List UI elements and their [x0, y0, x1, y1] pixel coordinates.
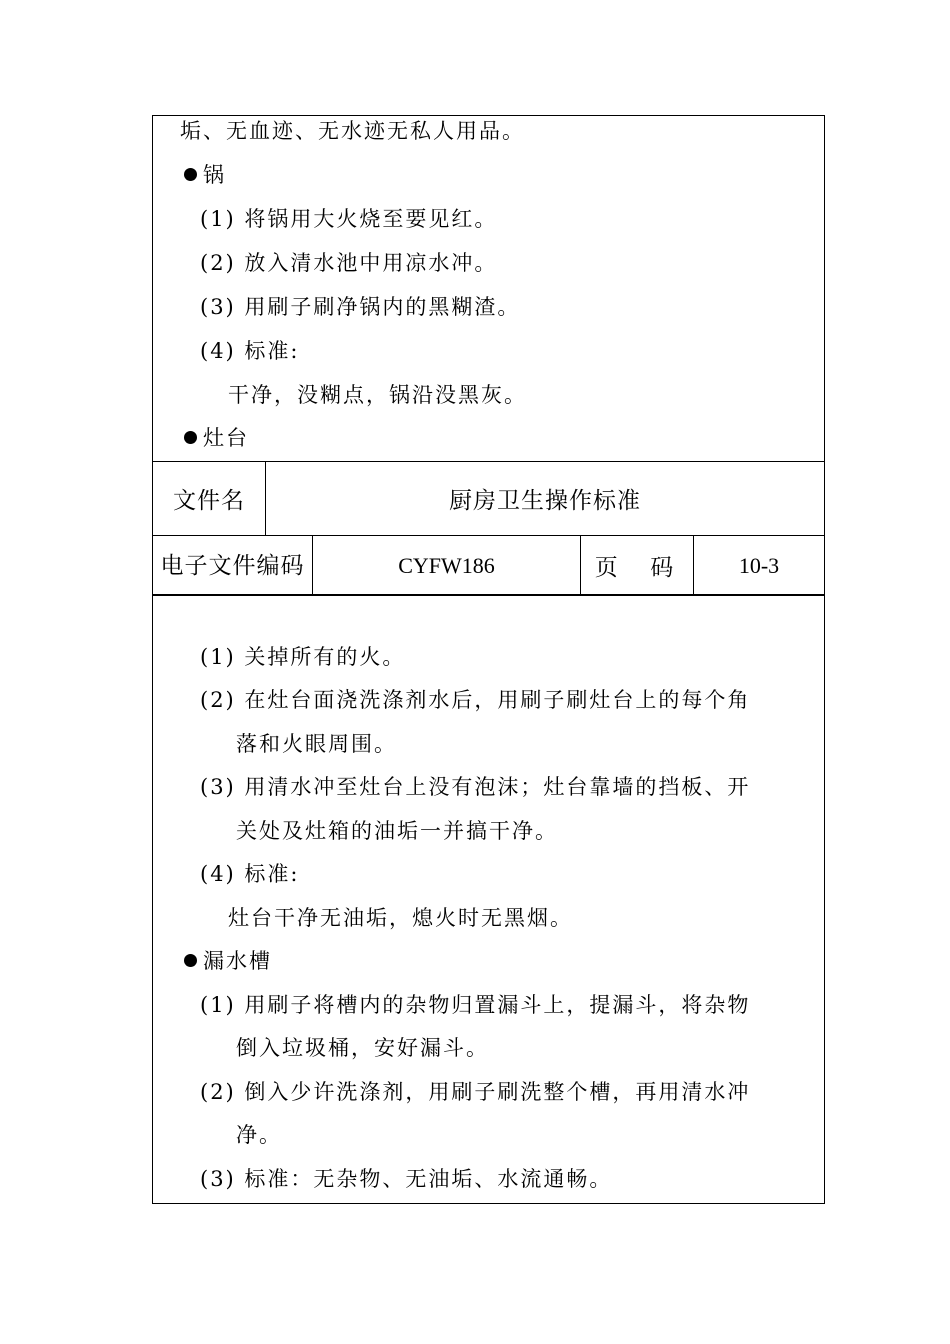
- page-value: 10-3: [738, 552, 780, 578]
- bullet-pot: [184, 160, 226, 190]
- code-label: 电子文件编码: [160, 552, 305, 579]
- bullet-label: 锅: [203, 163, 226, 187]
- file-name-value: 厨房卫生操作标准: [449, 488, 641, 514]
- sink-step-3: (3) 标准：无杂物、无油垢、水流通畅。: [200, 1167, 613, 1191]
- pot-step-1: (1) 将锅用大火烧至要见红。: [200, 207, 498, 231]
- pot-step-4: (4) 标准:: [200, 339, 300, 363]
- pot-standard: 干净，没糊点，锅沿没黑灰。: [228, 383, 527, 407]
- bullet-label: 漏水槽: [203, 949, 272, 973]
- code-value: CYFW186: [398, 552, 495, 578]
- bullet-label: 灶台: [203, 426, 249, 450]
- sink-step-2: (2) 倒入少许洗涤剂，用刷子刷洗整个槽，再用清水冲: [200, 1080, 751, 1104]
- bullet-icon: [184, 168, 197, 181]
- stove-step-1: (1) 关掉所有的火。: [200, 645, 406, 669]
- top-line-1: 垢、无血迹、无水迹无私人用品。: [180, 119, 525, 143]
- pot-step-3: (3) 用刷子刷净锅内的黑糊渣。: [200, 295, 521, 319]
- bullet-icon: [184, 431, 197, 444]
- stove-step-2-cont: 落和火眼周围。: [236, 732, 397, 756]
- page-label: 页 码: [594, 555, 680, 581]
- bullet-sink: [184, 946, 272, 976]
- sink-step-1-cont: 倒入垃圾桶，安好漏斗。: [236, 1036, 489, 1060]
- stove-step-4: (4) 标准:: [200, 862, 300, 886]
- bullet-stove: [184, 423, 249, 453]
- stove-standard: 灶台干净无油垢，熄火时无黑烟。: [228, 906, 573, 930]
- sink-step-2-cont: 净。: [236, 1123, 282, 1147]
- sink-step-1: (1) 用刷子将槽内的杂物归置漏斗上，提漏斗，将杂物: [200, 993, 751, 1017]
- bullet-icon: [184, 954, 197, 967]
- stove-step-3-cont: 关处及灶箱的油垢一并搞干净。: [236, 819, 558, 843]
- stove-step-2: (2) 在灶台面浇洗涤剂水后，用刷子刷灶台上的每个角: [200, 688, 751, 712]
- pot-step-2: (2) 放入清水池中用凉水冲。: [200, 251, 498, 275]
- stove-step-3: (3) 用清水冲至灶台上没有泡沫；灶台靠墙的挡板、开: [200, 775, 751, 799]
- file-name-label: 文件名: [173, 488, 245, 514]
